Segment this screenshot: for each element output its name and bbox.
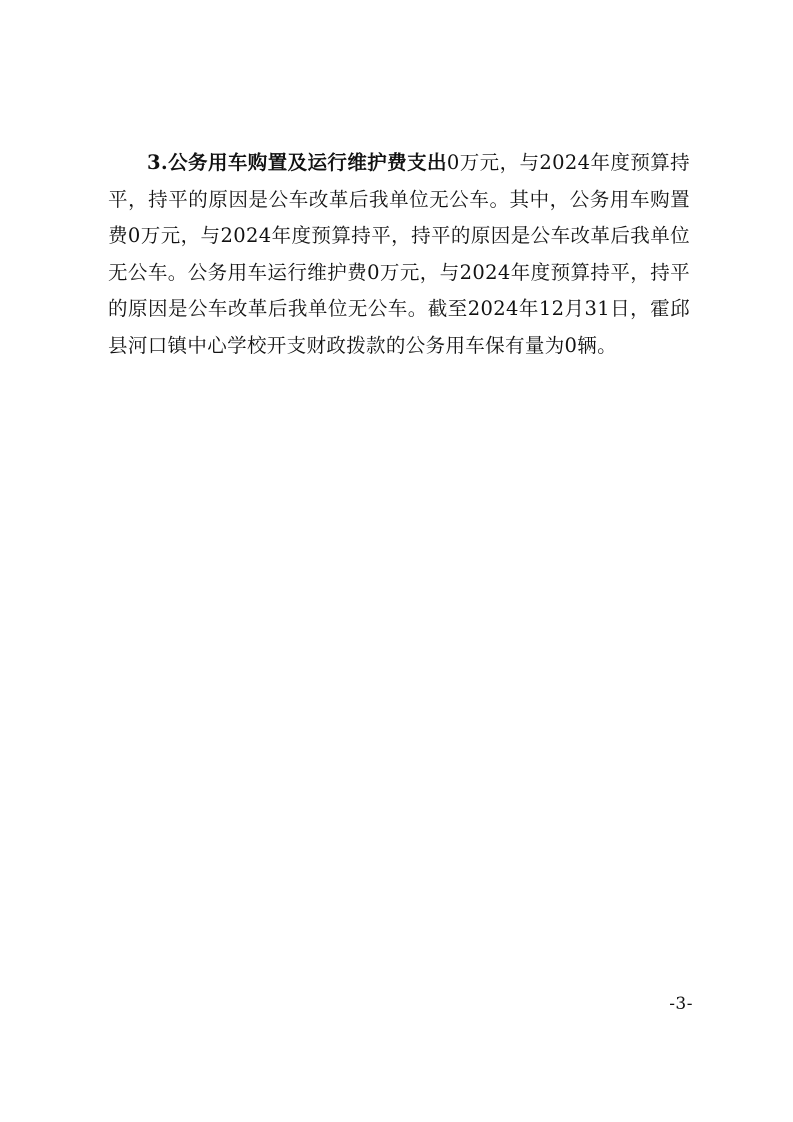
section-body-text: 0万元，与2024年度预算持平，持平的原因是公车改革后我单位无公车。其中，公务用车购置费0万元，与2024年度预算持平，持平的原因是公车改革后我单位无公车。公务用车运行维护费0万元，与2024年度预算持平，持平的原因是公车改革后我单位无公车。截至2024年12月31日，霍邱县河口镇中心学校开支财政拨款的公务用车保有量为0辆。 [108,151,690,357]
section-paragraph [108,145,690,365]
section-heading: 3.公务用车购置及运行维护费支出 [147,151,447,174]
page-number: -3- [669,994,693,1014]
